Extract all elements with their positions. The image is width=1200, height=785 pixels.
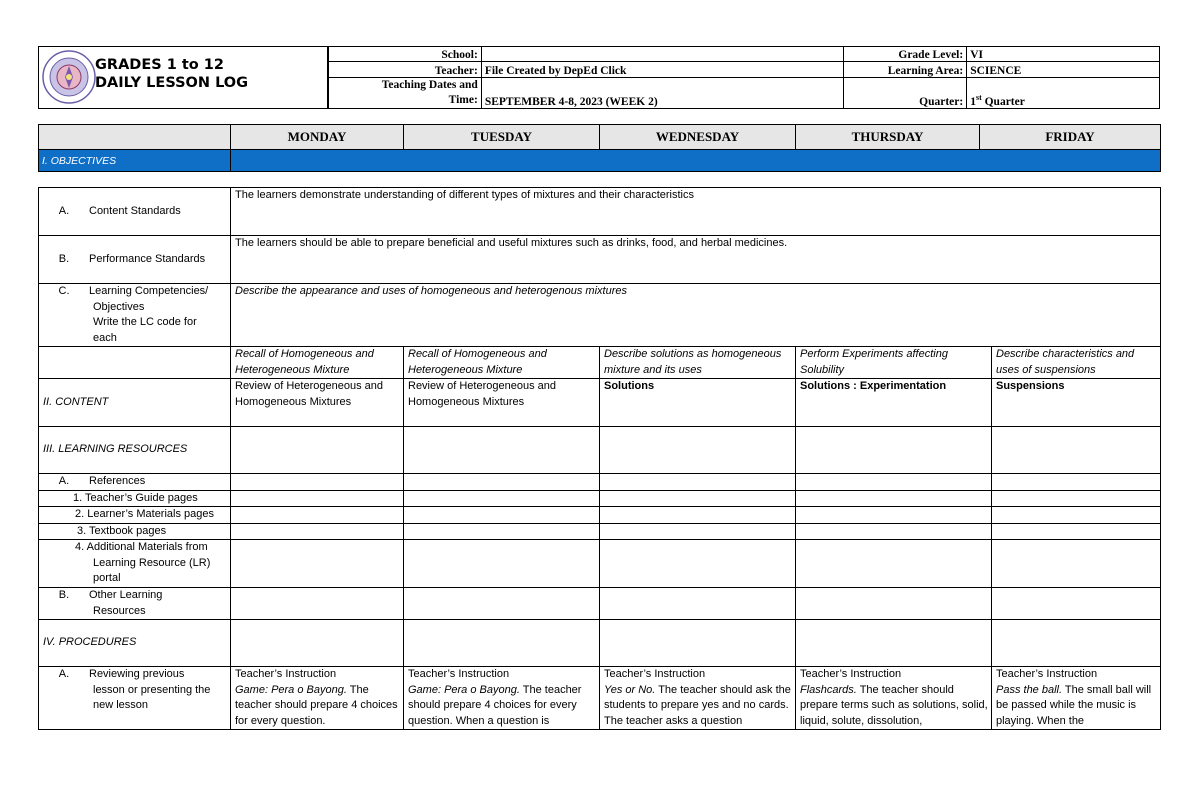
references-label xyxy=(39,474,231,491)
quarter-label: Quarter: xyxy=(844,78,967,109)
quarter-number: 1 xyxy=(970,96,976,108)
instruction-text: The teacher should prepare 4 choices for every question. When a question is xyxy=(408,683,582,727)
title-block xyxy=(38,46,329,109)
quarter-value[interactable] xyxy=(967,78,1160,109)
reviewing-line1: Reviewing previous xyxy=(89,668,185,680)
references-row xyxy=(39,474,1161,491)
competencies-label xyxy=(39,284,231,347)
instruction-game: Game: Pera o Bayong. xyxy=(235,683,347,696)
or-wednesday[interactable] xyxy=(600,588,796,620)
tg-tuesday[interactable] xyxy=(404,490,600,507)
additional-materials-line3: portal xyxy=(93,572,121,584)
day-thursday: THURSDAY xyxy=(796,125,980,150)
additional-materials-row xyxy=(39,540,1161,588)
content-standards-row xyxy=(39,188,1161,236)
competencies-label-line4: each xyxy=(93,331,117,344)
day-wednesday: WEDNESDAY xyxy=(600,125,796,150)
learners-materials-label: 2. Learner’s Materials pages xyxy=(39,507,231,524)
objective-friday[interactable]: Describe characteristics and uses of suspensions xyxy=(992,347,1161,379)
am-tuesday[interactable] xyxy=(404,540,600,588)
proc-monday[interactable] xyxy=(231,620,404,667)
reviewing-line2: lesson or presenting the xyxy=(93,683,211,696)
learning-area-label: Learning Area: xyxy=(844,62,967,78)
or-tuesday[interactable] xyxy=(404,588,600,620)
instruction-text: The teacher should prepare terms such as solutions, solid, liquid, solute, dissolution, xyxy=(800,683,988,727)
proc-wednesday[interactable] xyxy=(600,620,796,667)
lm-monday[interactable] xyxy=(231,507,404,524)
performance-standards-text: Performance Standards xyxy=(89,252,206,265)
am-friday[interactable] xyxy=(992,540,1161,588)
instruction-text: The small ball will be passed while the music is playing. When the xyxy=(996,683,1152,727)
instruction-wednesday[interactable] xyxy=(600,667,796,730)
tb-wednesday[interactable] xyxy=(600,523,796,540)
tb-tuesday[interactable] xyxy=(404,523,600,540)
teachers-guide-row xyxy=(39,490,1161,507)
learning-resources-row xyxy=(39,427,1161,474)
references-letter: A. xyxy=(58,475,70,487)
lesson-plan-table xyxy=(38,187,1161,730)
header-info-table xyxy=(327,46,1160,109)
teaching-dates-value[interactable]: SEPTEMBER 4-8, 2023 (WEEK 2) xyxy=(481,78,844,109)
instruction-tuesday[interactable] xyxy=(404,667,600,730)
lm-friday[interactable] xyxy=(992,507,1161,524)
content-row xyxy=(39,379,1161,427)
competencies-value[interactable]: Describe the appearance and uses of homogeneous and heterogenous mixtures xyxy=(231,284,1161,347)
tb-friday[interactable] xyxy=(992,523,1161,540)
textbook-label: 3. Textbook pages xyxy=(39,523,231,540)
learners-materials-row xyxy=(39,507,1161,524)
textbook-row xyxy=(39,523,1161,540)
instruction-heading: Teacher’s Instruction xyxy=(235,668,337,680)
performance-standards-value[interactable]: The learners should be able to prepare beneficial and useful mixtures such as drinks, food, and herbal medicines. xyxy=(231,236,1161,284)
proc-tuesday[interactable] xyxy=(404,620,600,667)
am-wednesday[interactable] xyxy=(600,540,796,588)
instruction-heading: Teacher’s Instruction xyxy=(800,668,902,680)
day-monday: MONDAY xyxy=(231,125,404,150)
additional-materials-line2: Learning Resource (LR) xyxy=(93,556,211,569)
or-thursday[interactable] xyxy=(796,588,992,620)
performance-standards-row xyxy=(39,236,1161,284)
learning-area-value[interactable]: SCIENCE xyxy=(967,62,1160,78)
instruction-game: Flashcards. xyxy=(800,683,857,696)
content-monday[interactable]: Review of Heterogeneous and Homogeneous Mixtures xyxy=(231,379,404,427)
daily-objectives-label xyxy=(39,347,231,379)
quarter-word: Quarter xyxy=(984,96,1025,108)
grade-level-label: Grade Level: xyxy=(844,47,967,62)
quarter-suffix: st xyxy=(975,93,982,103)
teaching-dates-label xyxy=(328,78,482,109)
performance-standards-letter: B. xyxy=(58,252,70,265)
am-thursday[interactable] xyxy=(796,540,992,588)
document-title xyxy=(95,56,248,92)
teaching-dates-label-line2: Time: xyxy=(448,94,478,106)
content-standards-text: Content Standards xyxy=(89,204,181,217)
reviewing-letter: A. xyxy=(58,668,70,680)
proc-thursday[interactable] xyxy=(796,620,992,667)
competencies-label-line3: Write the LC code for xyxy=(93,316,197,328)
tg-thursday[interactable] xyxy=(796,490,992,507)
resources-friday[interactable] xyxy=(992,427,1161,474)
or-friday[interactable] xyxy=(992,588,1161,620)
instruction-game: Game: Pera o Bayong. xyxy=(408,683,520,696)
or-monday[interactable] xyxy=(231,588,404,620)
lm-thursday[interactable] xyxy=(796,507,992,524)
resources-tuesday[interactable] xyxy=(404,427,600,474)
competencies-row xyxy=(39,284,1161,347)
lm-tuesday[interactable] xyxy=(404,507,600,524)
references-tuesday[interactable] xyxy=(404,474,600,491)
procedures-row xyxy=(39,620,1161,667)
instruction-text: The teacher should prepare 4 choices for every question. xyxy=(235,683,398,727)
other-resources-row xyxy=(39,588,1161,620)
day-friday: FRIDAY xyxy=(980,125,1161,150)
competencies-label-line1: Learning Competencies/ xyxy=(89,285,209,297)
instruction-heading: Teacher’s Instruction xyxy=(408,668,510,680)
grade-level-value[interactable]: VI xyxy=(967,47,1160,62)
competencies-label-line2: Objectives xyxy=(93,300,145,313)
teaching-dates-label-line1: Teaching Dates and xyxy=(381,79,478,91)
instruction-game: Pass the ball. xyxy=(996,683,1063,696)
other-resources-line2: Resources xyxy=(93,604,146,617)
tg-monday[interactable] xyxy=(231,490,404,507)
content-heading: II. CONTENT xyxy=(39,379,231,427)
content-standards-value[interactable]: The learners demonstrate understanding of different types of mixtures and their characteristics xyxy=(231,188,1161,236)
instruction-friday[interactable] xyxy=(992,667,1161,730)
other-resources-letter: B. xyxy=(58,589,70,601)
content-thursday[interactable]: Solutions : Experimentation xyxy=(796,379,992,427)
tg-wednesday[interactable] xyxy=(600,490,796,507)
title-line-2: DAILY LESSON LOG xyxy=(95,75,249,91)
other-resources-label xyxy=(39,588,231,620)
resources-wednesday[interactable] xyxy=(600,427,796,474)
days-header-table xyxy=(38,124,1161,172)
objective-monday[interactable]: Recall of Homogeneous and Heterogeneous Mixture xyxy=(231,347,404,379)
instruction-game: Yes or No. xyxy=(604,683,656,696)
instruction-thursday[interactable] xyxy=(796,667,992,730)
content-standards-letter: A. xyxy=(58,204,70,217)
content-standards-label xyxy=(39,188,231,236)
references-friday[interactable] xyxy=(992,474,1161,491)
lm-wednesday[interactable] xyxy=(600,507,796,524)
performance-standards-label xyxy=(39,236,231,284)
content-friday[interactable]: Suspensions xyxy=(992,379,1161,427)
deped-seal-icon xyxy=(42,50,96,104)
lesson-log-header xyxy=(38,46,1160,109)
blank-corner xyxy=(39,125,231,150)
references-thursday[interactable] xyxy=(796,474,992,491)
objective-tuesday[interactable]: Recall of Homogeneous and Heterogeneous Mixture xyxy=(404,347,600,379)
resources-thursday[interactable] xyxy=(796,427,992,474)
objective-wednesday[interactable]: Describe solutions as homogeneous mixture and its uses xyxy=(600,347,796,379)
teacher-value[interactable]: File Created by DepEd Click xyxy=(481,62,844,78)
teachers-guide-label: 1. Teacher’s Guide pages xyxy=(39,490,231,507)
school-value[interactable] xyxy=(481,47,844,62)
additional-materials-label xyxy=(39,540,231,588)
tg-friday[interactable] xyxy=(992,490,1161,507)
references-wednesday[interactable] xyxy=(600,474,796,491)
competencies-letter: C. xyxy=(58,285,70,297)
reviewing-label xyxy=(39,667,231,730)
resources-monday[interactable] xyxy=(231,427,404,474)
instruction-heading: Teacher’s Instruction xyxy=(604,668,706,680)
learning-resources-heading: III. LEARNING RESOURCES xyxy=(39,427,231,474)
tb-thursday[interactable] xyxy=(796,523,992,540)
daily-objectives-row xyxy=(39,347,1161,379)
title-line-1: GRADES 1 to 12 xyxy=(95,57,224,73)
tb-monday[interactable] xyxy=(231,523,404,540)
content-tuesday[interactable]: Review of Heterogeneous and Homogeneous Mixtures xyxy=(404,379,600,427)
procedures-heading: IV. PROCEDURES xyxy=(39,620,231,667)
am-monday[interactable] xyxy=(231,540,404,588)
school-label: School: xyxy=(328,47,482,62)
objectives-heading: I. OBJECTIVES xyxy=(39,150,231,172)
objective-thursday[interactable]: Perform Experiments affecting Solubility xyxy=(796,347,992,379)
references-monday[interactable] xyxy=(231,474,404,491)
references-text: References xyxy=(89,475,146,487)
instruction-heading: Teacher’s Instruction xyxy=(996,668,1098,680)
objectives-bar xyxy=(231,150,1161,172)
proc-friday[interactable] xyxy=(992,620,1161,667)
teacher-label: Teacher: xyxy=(328,62,482,78)
content-wednesday[interactable]: Solutions xyxy=(600,379,796,427)
instruction-monday[interactable] xyxy=(231,667,404,730)
day-tuesday: TUESDAY xyxy=(404,125,600,150)
reviewing-line3: new lesson xyxy=(93,699,149,711)
other-resources-line1: Other Learning xyxy=(89,589,163,601)
instruction-text: The teacher should ask the students to prepare yes and no cards. The teacher asks a question xyxy=(604,683,791,727)
reviewing-row xyxy=(39,667,1161,730)
additional-materials-line1: 4. Additional Materials from xyxy=(75,541,208,553)
